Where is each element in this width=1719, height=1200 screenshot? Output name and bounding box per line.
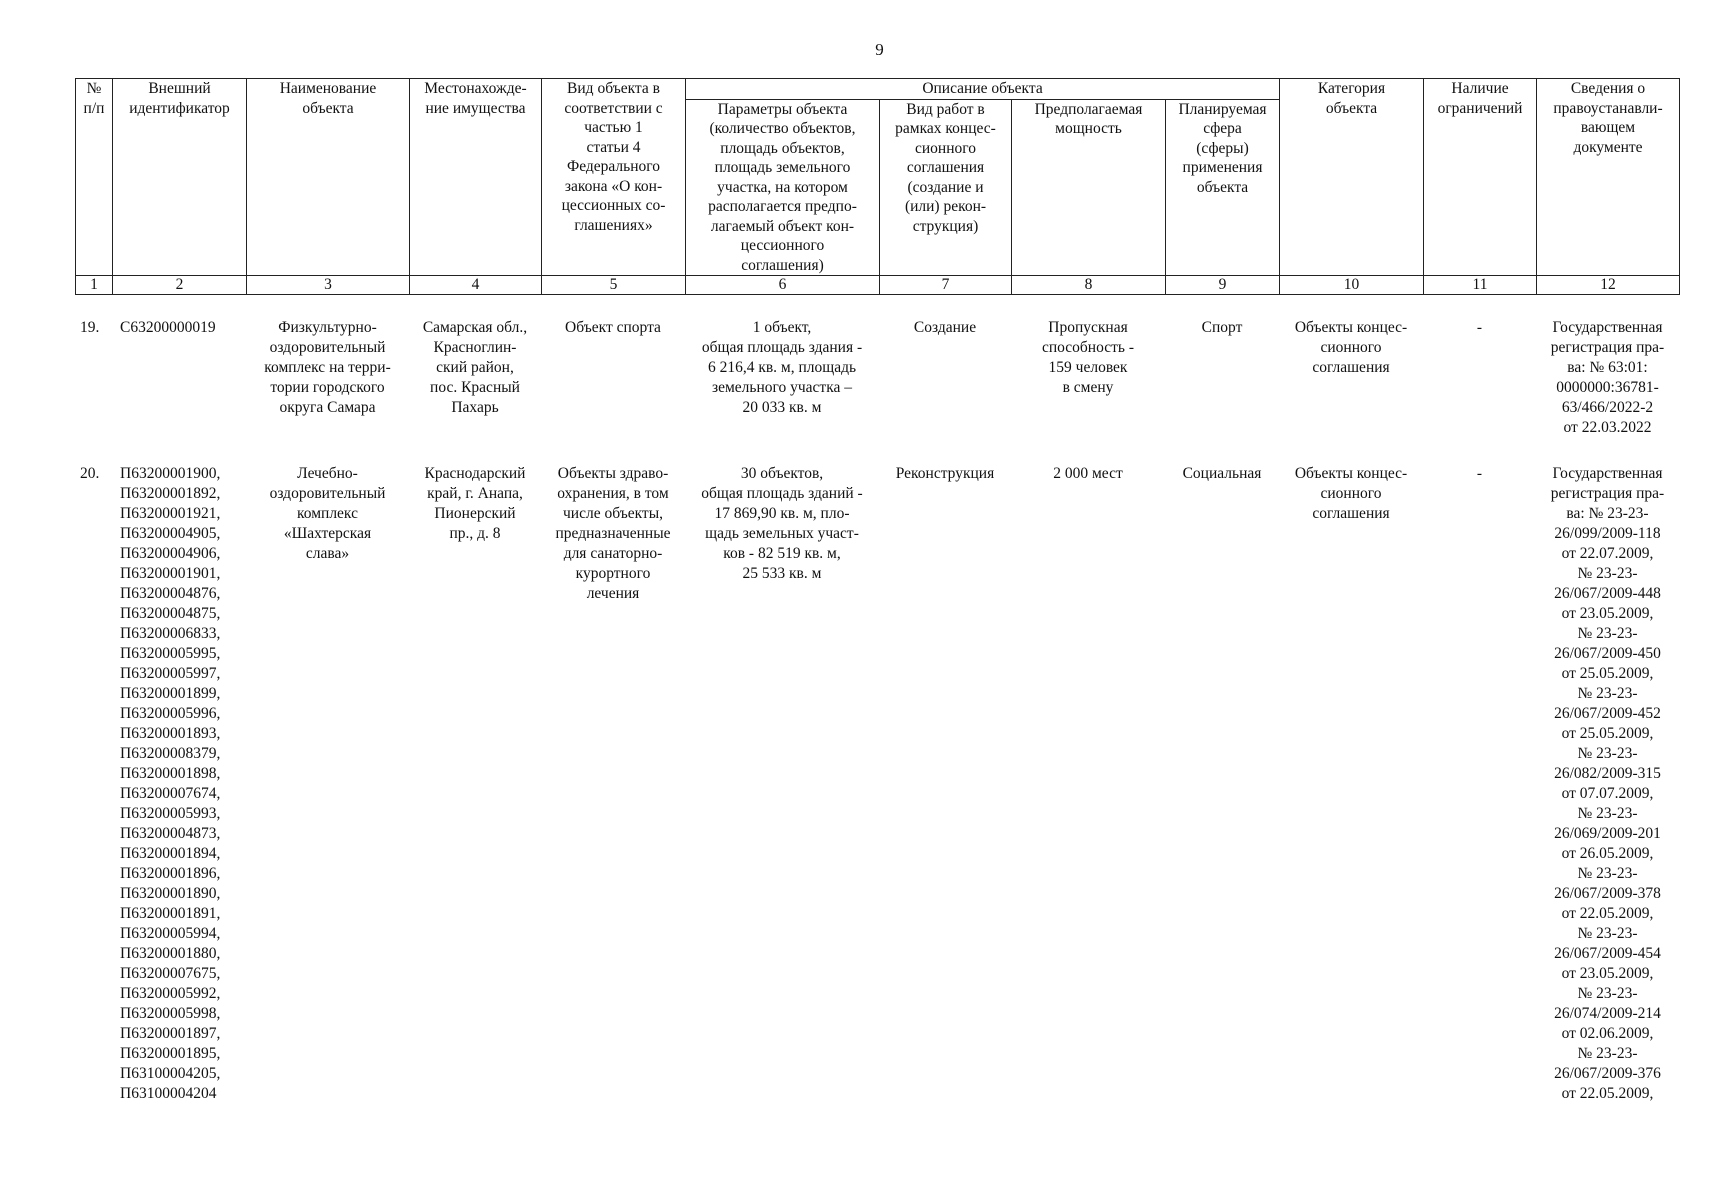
cell-line: 6 216,4 кв. м, площадь <box>707 359 857 376</box>
cell-line: регистрация пра- <box>1550 339 1665 356</box>
cell-line: П63200004905, <box>120 525 221 542</box>
header-line: частью 1 <box>584 119 643 136</box>
cell-line: 26/082/2009-315 <box>1554 765 1661 782</box>
cell-line: сионного <box>1320 339 1382 356</box>
cell-line: от 26.05.2009, <box>1561 845 1654 862</box>
header-line: соответствии с <box>564 99 663 117</box>
cell-line: край, г. Анапа, <box>427 485 523 502</box>
header-line: ограничений <box>1437 99 1523 117</box>
cell-line: П63200005994, <box>120 925 221 942</box>
header-line: (создание и <box>907 178 984 196</box>
cell-line: П63200007675, <box>120 965 221 982</box>
cell-line: Объекты концес- <box>1294 319 1408 336</box>
table-row <box>75 318 1679 464</box>
cell-line: Красноглин- <box>433 339 517 356</box>
cell-line: П63200001895, <box>120 1045 221 1062</box>
header-line: объекта <box>302 99 354 117</box>
cell-line: тории городского <box>270 379 385 396</box>
header-line: участка, на котором <box>717 178 848 196</box>
cell-restrictions <box>1423 318 1536 464</box>
cell-line: 1 объект, <box>752 319 812 336</box>
header-line: Вид объекта в <box>567 80 660 97</box>
cell-object-name <box>246 318 409 464</box>
cell-line: П63200001921, <box>120 505 221 522</box>
header-line: глашениях» <box>574 216 653 234</box>
cell-line: П63200005993, <box>120 805 221 822</box>
cell-line: от 22.05.2009, <box>1561 1085 1654 1102</box>
cell-line: Краснодарский <box>424 465 526 482</box>
cell-line: от 23.05.2009, <box>1561 605 1654 622</box>
cell-row-number: 19. <box>80 319 100 336</box>
header-line: площадь объектов, <box>720 139 845 157</box>
column-number: 8 <box>1012 276 1166 295</box>
cell-line: Государственная <box>1552 465 1663 482</box>
cell-external-ids <box>112 464 246 1104</box>
cell-line: слава» <box>305 545 350 562</box>
cell-line: П63200001896, <box>120 865 221 882</box>
cell-line: ва: № 63:01: <box>1567 359 1648 376</box>
cell-object-type <box>541 318 685 464</box>
header-line: (сферы) <box>1196 139 1249 157</box>
cell-line: способность - <box>1041 339 1135 356</box>
cell-location <box>409 318 541 464</box>
cell-line: П63200004875, <box>120 605 221 622</box>
header-line: идентификатор <box>129 99 230 117</box>
cell-line: Социальная <box>1182 465 1262 482</box>
cell-line: П63200004873, <box>120 825 221 842</box>
cell-line: № 23-23- <box>1577 745 1638 762</box>
cell-line: от 25.05.2009, <box>1561 665 1654 682</box>
cell-line: 26/067/2009-450 <box>1554 645 1661 662</box>
cell-line: Пропускная <box>1048 319 1128 336</box>
cell-line: охранения, в том <box>557 485 669 502</box>
cell-line: пос. Красный <box>430 379 520 396</box>
cell-line: П63200001890, <box>120 885 221 902</box>
cell-parameters <box>685 464 879 1104</box>
cell-line: № 23-23- <box>1577 1045 1638 1062</box>
header-line: закона «О кон- <box>564 177 663 195</box>
header-line: Местонахожде- <box>424 80 527 97</box>
header-col-object-name <box>247 79 410 276</box>
header-line: применения <box>1182 159 1263 176</box>
cell-line: № 23-23- <box>1577 565 1638 582</box>
cell-line: от 22.03.2022 <box>1563 419 1652 436</box>
cell-line: П63200005992, <box>120 985 221 1002</box>
header-col-capacity <box>1012 99 1166 276</box>
header-col-restrictions <box>1424 79 1537 276</box>
header-line: вающем <box>1580 119 1636 136</box>
cell-line: от 25.05.2009, <box>1561 725 1654 742</box>
cell-line: Объект спорта <box>565 319 661 336</box>
header-line: площадь земельного <box>714 159 851 176</box>
header-line: объекта <box>1196 178 1249 196</box>
header-line: № <box>86 80 102 97</box>
cell-line: Пахарь <box>451 399 499 416</box>
cell-line: П63200001900, <box>120 465 221 482</box>
cell-line: регистрация пра- <box>1550 485 1665 502</box>
cell-line: Лечебно- <box>297 465 358 482</box>
cell-line: от 22.05.2009, <box>1561 905 1654 922</box>
cell-line: П63200005995, <box>120 645 221 662</box>
header-line: Сведения о <box>1570 80 1646 97</box>
cell-line: П63100004205, <box>120 1065 221 1082</box>
page-number: 9 <box>875 40 884 59</box>
cell-line: П63200001894, <box>120 845 221 862</box>
header-line: Планируемая <box>1178 100 1267 118</box>
cell-line: Создание <box>913 319 977 336</box>
cell-line: Государственная <box>1552 319 1663 336</box>
header-line: сионного <box>915 139 976 157</box>
cell-line: 26/067/2009-378 <box>1554 885 1661 902</box>
header-line: располагается предпо- <box>708 198 857 215</box>
column-number: 7 <box>880 276 1012 295</box>
cell-line: П63200001899, <box>120 685 221 702</box>
cell-line: 26/099/2009-118 <box>1554 525 1661 542</box>
column-number: 12 <box>1537 276 1680 295</box>
header-line: рамках концес- <box>895 120 996 137</box>
cell-line: № 23-23- <box>1577 865 1638 882</box>
cell-line: 26/067/2009-452 <box>1554 705 1661 722</box>
header-line: Вид работ в <box>906 100 985 118</box>
cell-line: П63200004876, <box>120 585 221 602</box>
column-numbers-row <box>76 276 1680 295</box>
cell-category <box>1279 318 1423 464</box>
cell-object-name <box>246 464 409 1104</box>
header-line: (или) рекон- <box>904 198 987 215</box>
table-body <box>75 318 1679 1104</box>
cell-line: 159 человек <box>1048 359 1128 376</box>
cell-line: П63200001898, <box>120 765 221 782</box>
cell-line: 26/074/2009-214 <box>1554 1005 1661 1022</box>
header-line: правоустанавли- <box>1553 99 1663 117</box>
header-line: документе <box>1573 138 1643 156</box>
header-col-number <box>76 79 113 276</box>
header-col-document <box>1537 79 1680 276</box>
cell-line: Спорт <box>1201 319 1243 336</box>
cell-sphere <box>1165 318 1279 464</box>
cell-line: Объекты здраво- <box>557 465 669 482</box>
cell-line: 25 533 кв. м <box>742 565 822 582</box>
cell-line: П63200001880, <box>120 945 221 962</box>
cell-line: С63200000019 <box>120 319 216 336</box>
cell-location <box>409 464 541 1104</box>
header-line: лагаемый объект кон- <box>710 217 855 235</box>
column-number: 1 <box>76 276 113 295</box>
cell-line: пр., д. 8 <box>449 525 501 542</box>
header-line: объекта <box>1325 99 1378 117</box>
column-number: 2 <box>113 276 247 295</box>
header-col-sphere <box>1166 99 1280 276</box>
cell-line: - <box>1476 319 1483 336</box>
column-number: 3 <box>247 276 410 295</box>
header-line: Параметры объекта <box>717 100 848 118</box>
cell-line: 63/466/2022-2 <box>1561 399 1654 416</box>
cell-line: комплекс на терри- <box>264 359 391 376</box>
header-line: мощность <box>1055 120 1122 137</box>
cell-line: округа Самара <box>279 399 376 416</box>
cell-parameters <box>685 318 879 464</box>
cell-line: П63200004906, <box>120 545 221 562</box>
cell-line: 20 033 кв. м <box>742 399 822 416</box>
header-col-parameters <box>686 99 880 276</box>
cell-line: 17 869,90 кв. м, пло- <box>714 505 850 522</box>
header-line: Наличие <box>1451 80 1509 97</box>
header-line: соглашения) <box>741 256 824 274</box>
cell-work-type <box>879 318 1011 464</box>
cell-line: Самарская обл., <box>422 319 528 336</box>
cell-capacity <box>1011 464 1165 1104</box>
cell-line: оздоровительный <box>269 339 386 356</box>
column-number: 6 <box>686 276 880 295</box>
cell-line: П63200008379, <box>120 745 221 762</box>
cell-line: от 22.07.2009, <box>1561 545 1654 562</box>
cell-line: П63200005996, <box>120 705 221 722</box>
cell-line: общая площадь здания - <box>701 339 863 356</box>
cell-line: соглашения <box>1312 505 1390 522</box>
cell-line: П63200001901, <box>120 565 221 582</box>
cell-line: оздоровительный <box>269 485 386 502</box>
cell-line: щадь земельных участ- <box>705 525 859 542</box>
cell-line: в смену <box>1062 379 1114 396</box>
header-col-location <box>410 79 542 276</box>
header-col-work-type <box>880 99 1012 276</box>
cell-line: числе объекты, <box>563 505 663 522</box>
cell-line: от 07.07.2009, <box>1561 785 1654 802</box>
column-number: 9 <box>1166 276 1280 295</box>
cell-line: № 23-23- <box>1577 925 1638 942</box>
cell-line: - <box>1476 465 1483 482</box>
cell-line: № 23-23- <box>1577 685 1638 702</box>
cell-line: П63200001891, <box>120 905 221 922</box>
cell-line: 26/069/2009-201 <box>1554 825 1661 842</box>
header-line: соглашения <box>906 159 985 176</box>
header-line: п/п <box>83 99 105 117</box>
cell-sphere <box>1165 464 1279 1104</box>
header-line: сфера <box>1203 120 1242 137</box>
cell-line: от 23.05.2009, <box>1561 965 1654 982</box>
cell-line: П63100004204 <box>120 1085 217 1102</box>
header-line: Категория <box>1317 80 1386 97</box>
cell-line: 26/067/2009-376 <box>1554 1065 1661 1082</box>
cell-line: общая площадь зданий - <box>701 485 863 502</box>
cell-line: № 23-23- <box>1577 985 1638 1002</box>
cell-line: П63200006833, <box>120 625 221 642</box>
column-number: 11 <box>1424 276 1537 295</box>
column-number: 5 <box>542 276 686 295</box>
cell-row-number: 20. <box>80 465 100 482</box>
cell-line: 0000000:36781- <box>1556 379 1659 396</box>
header-line: цессионного <box>740 237 825 254</box>
cell-restrictions <box>1423 464 1536 1104</box>
cell-work-type <box>879 464 1011 1104</box>
cell-line: лечения <box>586 585 640 602</box>
header-col-category <box>1280 79 1424 276</box>
cell-title-document <box>1536 318 1679 464</box>
header-line: цессионных со- <box>561 197 666 214</box>
cell-line: для санаторно- <box>563 545 663 562</box>
cell-line: Физкультурно- <box>278 319 377 336</box>
cell-line: 26/067/2009-454 <box>1554 945 1661 962</box>
cell-object-type <box>541 464 685 1104</box>
table-header <box>75 78 1680 295</box>
cell-title-document <box>1536 464 1679 1104</box>
cell-line: предназначенные <box>555 525 671 542</box>
cell-line: от 02.06.2009, <box>1561 1025 1654 1042</box>
cell-capacity <box>1011 318 1165 464</box>
cell-line: Пионерский <box>434 505 516 522</box>
cell-line: ков - 82 519 кв. м, <box>723 545 841 562</box>
cell-external-ids <box>112 318 246 464</box>
cell-line: 30 объектов, <box>740 465 824 482</box>
cell-line: сионного <box>1320 485 1382 502</box>
cell-line: П63200001893, <box>120 725 221 742</box>
cell-line: П63200005998, <box>120 1005 221 1022</box>
column-number: 4 <box>410 276 542 295</box>
header-line: статьи 4 <box>586 138 641 156</box>
cell-line: № 23-23- <box>1577 805 1638 822</box>
cell-line: П63200001897, <box>120 1025 221 1042</box>
cell-line: П63200005997, <box>120 665 221 682</box>
cell-line: П63200007674, <box>120 785 221 802</box>
cell-line: № 23-23- <box>1577 625 1638 642</box>
header-line: (количество объектов, <box>709 120 856 137</box>
cell-line: П63200001892, <box>120 485 221 502</box>
header-line: Наименование <box>279 80 377 97</box>
header-col-object-type <box>542 79 686 276</box>
column-number: 10 <box>1280 276 1424 295</box>
cell-line: Реконструкция <box>895 465 995 482</box>
table-row <box>75 464 1679 1104</box>
cell-line: земельного участка – <box>711 379 852 396</box>
cell-line: соглашения <box>1312 359 1390 376</box>
cell-line: «Шахтерская <box>283 525 372 542</box>
cell-line: ский район, <box>436 359 514 376</box>
cell-line: 2 000 мест <box>1053 465 1123 482</box>
cell-category <box>1279 464 1423 1104</box>
cell-line: 26/067/2009-448 <box>1554 585 1661 602</box>
cell-line: ва: № 23-23- <box>1566 505 1649 522</box>
cell-line: Объекты концес- <box>1294 465 1408 482</box>
header-col-external-id <box>113 79 247 276</box>
header-line: Федерального <box>566 158 661 175</box>
cell-line: курортного <box>575 565 651 582</box>
cell-line: комплекс <box>297 505 358 522</box>
header-line: Внешний <box>148 80 211 97</box>
header-group-description: Описание объекта <box>686 79 1280 100</box>
header-line: струкция) <box>912 217 979 235</box>
header-line: ние имущества <box>425 99 526 117</box>
header-line: Предполагаемая <box>1034 100 1143 118</box>
